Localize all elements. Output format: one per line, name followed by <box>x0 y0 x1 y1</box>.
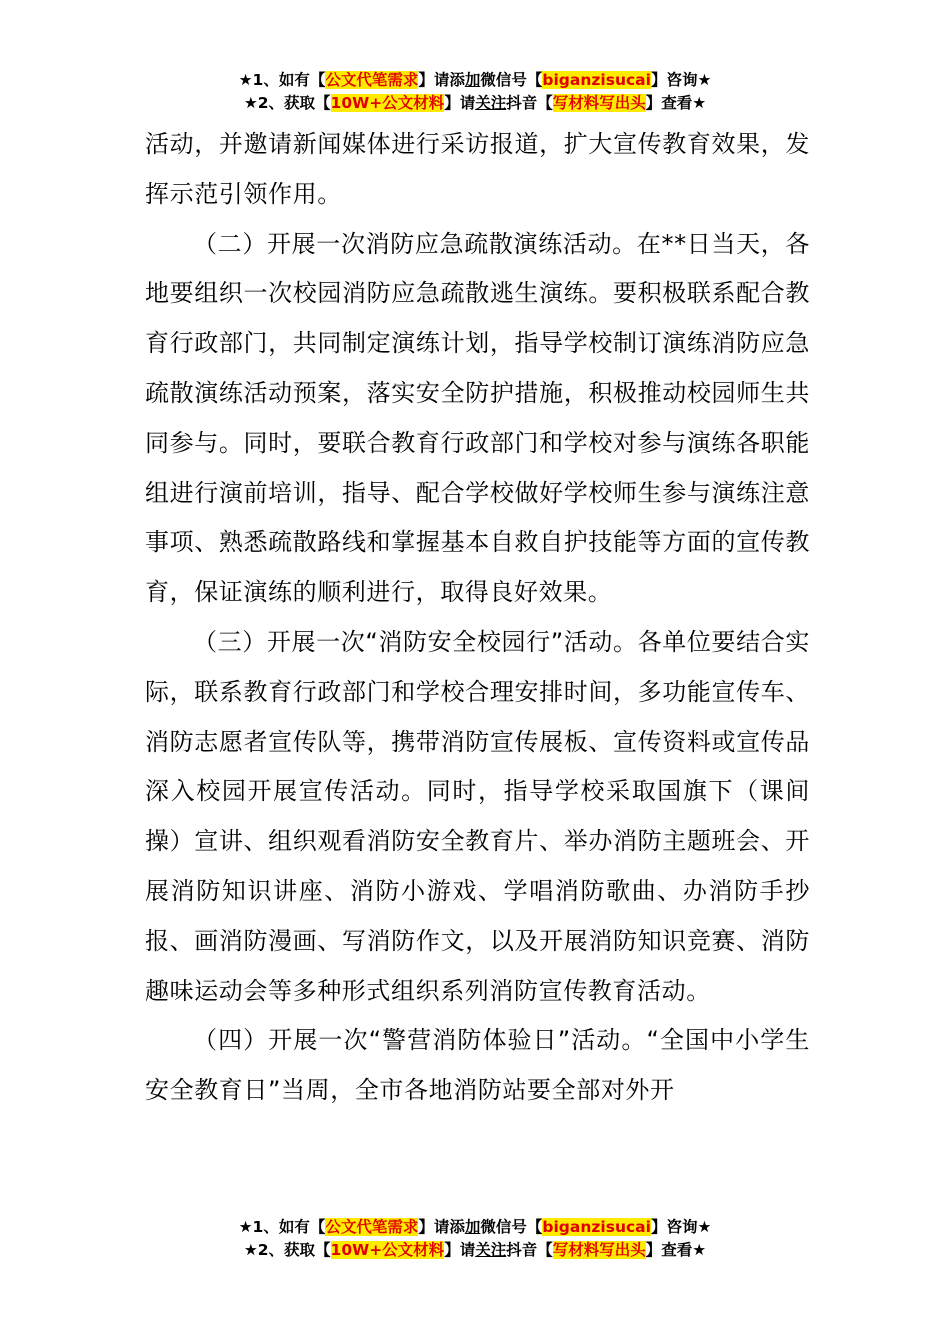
highlight-service: 公文代笔需求 <box>325 1218 419 1236</box>
banner-text: 】请添 <box>418 1218 465 1236</box>
header-banner <box>0 69 950 115</box>
paragraph-section-2: （二）开展一次消防应急疏散演练活动。在**日当天，各地要组织一次校园消防应急疏散逃生演练。要积极联系配合教育行政部门，共同制定演练计划，指导学校制订演练消防应急疏散演练活动预案，落实安全防护措施，积极推动校园师生共同参与。同时，要联合教育行政部门和学校对参与演练各职能组进行演前培训，指导、配合学校做好学校师生参与演练注意事项、熟悉疏散路线和掌握基本自救自护技能等方面的宣传教育，保证演练的顺利进行，取得良好效果。 <box>145 229 810 607</box>
banner-text: 】查看★ <box>645 94 707 112</box>
paragraph-section-3: （三）开展一次“消防安全校园行”活动。各单位要结合实际，联系教育行政部门和学校合理安排时间，多功能宣传车、消防志愿者宣传队等，携带消防宣传展板、宣传资料或宣传品深入校园开展宣传活动。同时，指导学校采取国旗下（课间操）宣讲、组织观看消防安全教育片、举办消防主题班会、开展消防知识讲座、消防小游戏、学唱消防歌曲、办消防手抄报、画消防漫画、写消防作文，以及开展消防知识竞赛、消防趣味运动会等多种形式组织系列消防宣传教育活动。 <box>145 627 810 1005</box>
banner-text: ★2、获取【 <box>243 94 331 112</box>
highlight-wechat-id: biganzisucai <box>542 71 651 89</box>
footer-banner <box>0 1216 950 1262</box>
banner-underlined-text: 加 <box>464 1218 481 1236</box>
banner-text: 】请添 <box>418 71 465 89</box>
banner-text: ★1、如有【 <box>238 71 326 89</box>
banner-text: 微信号【 <box>480 1218 543 1236</box>
highlight-wechat-id: biganzisucai <box>542 1218 651 1236</box>
banner-text: 】咨询★ <box>650 1218 712 1236</box>
banner-underlined-text: 加 <box>464 71 481 89</box>
banner-line-1 <box>0 1216 950 1239</box>
banner-underlined-text: 关注 <box>475 1241 507 1259</box>
paragraph-section-4: （四）开展一次“警营消防体验日”活动。“全国中小学生安全教育日”当周，全市各地消防站要全部对外开 <box>145 1026 810 1105</box>
highlight-douyin-id: 写材料写出头 <box>552 94 646 112</box>
banner-text: ★2、获取【 <box>243 1241 331 1259</box>
banner-text: 】请 <box>444 94 476 112</box>
banner-text: ★1、如有【 <box>238 1218 326 1236</box>
banner-text: 】请 <box>444 1241 476 1259</box>
highlight-materials: 10W+公文材料 <box>330 1241 445 1259</box>
banner-text: 抖音【 <box>506 94 553 112</box>
highlight-service: 公文代笔需求 <box>325 71 419 89</box>
banner-text: 微信号【 <box>480 71 543 89</box>
document-body <box>145 120 810 1116</box>
banner-text: 抖音【 <box>506 1241 553 1259</box>
banner-line-2 <box>0 1239 950 1262</box>
paragraph-continuation: 活动，并邀请新闻媒体进行采访报道，扩大宣传教育效果，发挥示范引领作用。 <box>145 130 810 208</box>
banner-line-2 <box>0 92 950 115</box>
highlight-materials: 10W+公文材料 <box>330 94 445 112</box>
highlight-douyin-id: 写材料写出头 <box>552 1241 646 1259</box>
banner-underlined-text: 关注 <box>475 94 507 112</box>
banner-text: 】查看★ <box>645 1241 707 1259</box>
banner-line-1 <box>0 69 950 92</box>
banner-text: 】咨询★ <box>650 71 712 89</box>
